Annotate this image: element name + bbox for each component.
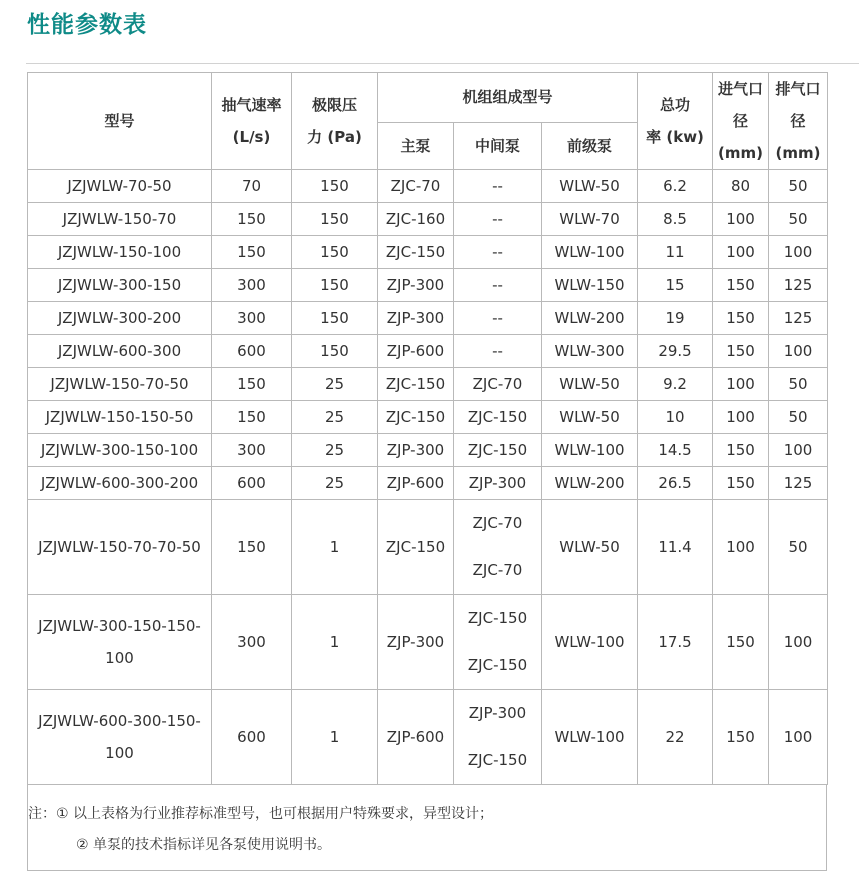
cell-inlet: 150 (713, 595, 769, 690)
cell-model: JZJWLW-300-150-100 (28, 434, 212, 467)
table-row (28, 236, 828, 269)
cell-ultimate: 150 (292, 302, 378, 335)
note-line-2: ② 单泵的技术指标详见各泵使用说明书。 (76, 837, 331, 853)
cell-outlet: 50 (769, 368, 828, 401)
cell-backing-pump: WLW-100 (542, 595, 638, 690)
cell-outlet: 50 (769, 500, 828, 595)
cell-inlet: 150 (713, 467, 769, 500)
cell-model: JZJWLW-300-150-150- 100 (28, 595, 212, 690)
cell-model: JZJWLW-300-150 (28, 269, 212, 302)
cell-inlet: 150 (713, 690, 769, 785)
cell-intermediate-pump: ZJC-150 ZJC-150 (454, 595, 542, 690)
header-outlet-diameter: 排气口 径 (mm) (769, 73, 828, 170)
table-row (28, 595, 828, 690)
cell-main-pump: ZJP-300 (378, 269, 454, 302)
cell-ultimate: 25 (292, 368, 378, 401)
cell-ultimate: 25 (292, 401, 378, 434)
cell-backing-pump: WLW-100 (542, 434, 638, 467)
cell-ultimate: 150 (292, 203, 378, 236)
table-row (28, 434, 828, 467)
cell-inlet: 100 (713, 236, 769, 269)
cell-backing-pump: WLW-150 (542, 269, 638, 302)
cell-backing-pump: WLW-50 (542, 368, 638, 401)
cell-speed: 600 (212, 690, 292, 785)
cell-outlet: 100 (769, 690, 828, 785)
cell-speed: 150 (212, 236, 292, 269)
cell-power: 26.5 (638, 467, 713, 500)
cell-intermediate-pump: ZJC-150 (454, 401, 542, 434)
header-unit-composition: 机组组成型号 (378, 73, 638, 123)
cell-ultimate: 150 (292, 269, 378, 302)
cell-inlet: 150 (713, 302, 769, 335)
cell-backing-pump: WLW-50 (542, 401, 638, 434)
cell-speed: 300 (212, 302, 292, 335)
cell-ultimate: 1 (292, 595, 378, 690)
cell-power: 15 (638, 269, 713, 302)
cell-model: JZJWLW-150-70-70-50 (28, 500, 212, 595)
table-row (28, 467, 828, 500)
cell-main-pump: ZJP-600 (378, 335, 454, 368)
header-intermediate-pump: 中间泵 (454, 123, 542, 170)
cell-power: 17.5 (638, 595, 713, 690)
cell-speed: 150 (212, 500, 292, 595)
note-line-1: 注：① 以上表格为行业推荐标准型号，也可根据用户特殊要求，异型设计； (28, 806, 493, 822)
cell-ultimate: 25 (292, 434, 378, 467)
cell-speed: 150 (212, 203, 292, 236)
cell-main-pump: ZJC-150 (378, 401, 454, 434)
cell-power: 19 (638, 302, 713, 335)
cell-outlet: 50 (769, 203, 828, 236)
header-pumping-speed: 抽气速率 (L/s) (212, 73, 292, 170)
page-title: 性能参数表 (27, 12, 147, 38)
cell-power: 10 (638, 401, 713, 434)
cell-inlet: 150 (713, 335, 769, 368)
cell-speed: 600 (212, 467, 292, 500)
cell-outlet: 125 (769, 302, 828, 335)
cell-speed: 300 (212, 595, 292, 690)
header-backing-pump: 前级泵 (542, 123, 638, 170)
cell-intermediate-pump: -- (454, 269, 542, 302)
cell-main-pump: ZJP-300 (378, 434, 454, 467)
cell-main-pump: ZJC-70 (378, 170, 454, 203)
cell-power: 9.2 (638, 368, 713, 401)
cell-main-pump: ZJP-600 (378, 690, 454, 785)
cell-intermediate-pump: -- (454, 236, 542, 269)
cell-main-pump: ZJP-600 (378, 467, 454, 500)
cell-intermediate-pump: -- (454, 170, 542, 203)
cell-ultimate: 25 (292, 467, 378, 500)
cell-main-pump: ZJC-150 (378, 368, 454, 401)
table-row (28, 302, 828, 335)
cell-inlet: 100 (713, 500, 769, 595)
cell-model: JZJWLW-600-300-200 (28, 467, 212, 500)
cell-outlet: 50 (769, 401, 828, 434)
cell-speed: 600 (212, 335, 292, 368)
cell-main-pump: ZJC-150 (378, 236, 454, 269)
cell-main-pump: ZJC-150 (378, 500, 454, 595)
header-total-power: 总功 率 (kw) (638, 73, 713, 170)
cell-intermediate-pump: -- (454, 203, 542, 236)
cell-outlet: 100 (769, 434, 828, 467)
cell-ultimate: 150 (292, 335, 378, 368)
cell-intermediate-pump: ZJP-300 (454, 467, 542, 500)
cell-inlet: 150 (713, 269, 769, 302)
cell-inlet: 150 (713, 434, 769, 467)
cell-backing-pump: WLW-50 (542, 500, 638, 595)
table-row (28, 500, 828, 595)
cell-intermediate-pump: ZJC-150 (454, 434, 542, 467)
cell-outlet: 100 (769, 595, 828, 690)
table-row (28, 368, 828, 401)
cell-power: 11 (638, 236, 713, 269)
performance-table (27, 72, 828, 785)
cell-speed: 70 (212, 170, 292, 203)
cell-inlet: 100 (713, 203, 769, 236)
cell-intermediate-pump: ZJC-70 ZJC-70 (454, 500, 542, 595)
cell-intermediate-pump: ZJC-70 (454, 368, 542, 401)
cell-speed: 150 (212, 401, 292, 434)
cell-outlet: 50 (769, 170, 828, 203)
cell-model: JZJWLW-70-50 (28, 170, 212, 203)
cell-model: JZJWLW-150-70 (28, 203, 212, 236)
cell-outlet: 100 (769, 335, 828, 368)
cell-power: 14.5 (638, 434, 713, 467)
header-inlet-diameter: 进气口 径 (mm) (713, 73, 769, 170)
cell-outlet: 100 (769, 236, 828, 269)
cell-speed: 150 (212, 368, 292, 401)
cell-model: JZJWLW-300-200 (28, 302, 212, 335)
cell-backing-pump: WLW-100 (542, 690, 638, 785)
cell-ultimate: 150 (292, 236, 378, 269)
cell-outlet: 125 (769, 467, 828, 500)
cell-power: 29.5 (638, 335, 713, 368)
cell-power: 6.2 (638, 170, 713, 203)
cell-ultimate: 1 (292, 500, 378, 595)
notes-box (27, 784, 827, 871)
cell-backing-pump: WLW-70 (542, 203, 638, 236)
cell-inlet: 100 (713, 401, 769, 434)
cell-power: 8.5 (638, 203, 713, 236)
cell-inlet: 100 (713, 368, 769, 401)
cell-ultimate: 150 (292, 170, 378, 203)
cell-speed: 300 (212, 434, 292, 467)
title-divider (26, 63, 859, 64)
cell-backing-pump: WLW-50 (542, 170, 638, 203)
cell-backing-pump: WLW-200 (542, 302, 638, 335)
table-row (28, 203, 828, 236)
cell-intermediate-pump: -- (454, 302, 542, 335)
cell-model: JZJWLW-150-100 (28, 236, 212, 269)
table-row (28, 690, 828, 785)
cell-main-pump: ZJC-160 (378, 203, 454, 236)
cell-model: JZJWLW-150-150-50 (28, 401, 212, 434)
cell-inlet: 80 (713, 170, 769, 203)
cell-speed: 300 (212, 269, 292, 302)
cell-backing-pump: WLW-300 (542, 335, 638, 368)
cell-model: JZJWLW-600-300-150- 100 (28, 690, 212, 785)
cell-backing-pump: WLW-200 (542, 467, 638, 500)
header-main-pump: 主泵 (378, 123, 454, 170)
cell-intermediate-pump: -- (454, 335, 542, 368)
cell-backing-pump: WLW-100 (542, 236, 638, 269)
header-ultimate-pressure: 极限压 力 (Pa) (292, 73, 378, 170)
cell-intermediate-pump: ZJP-300 ZJC-150 (454, 690, 542, 785)
header-row (28, 73, 828, 123)
cell-model: JZJWLW-600-300 (28, 335, 212, 368)
cell-main-pump: ZJP-300 (378, 595, 454, 690)
table-row (28, 401, 828, 434)
table-row (28, 170, 828, 203)
cell-ultimate: 1 (292, 690, 378, 785)
cell-main-pump: ZJP-300 (378, 302, 454, 335)
cell-power: 22 (638, 690, 713, 785)
table-row (28, 335, 828, 368)
cell-model: JZJWLW-150-70-50 (28, 368, 212, 401)
cell-outlet: 125 (769, 269, 828, 302)
table-row (28, 269, 828, 302)
cell-power: 11.4 (638, 500, 713, 595)
header-model: 型号 (28, 73, 212, 170)
